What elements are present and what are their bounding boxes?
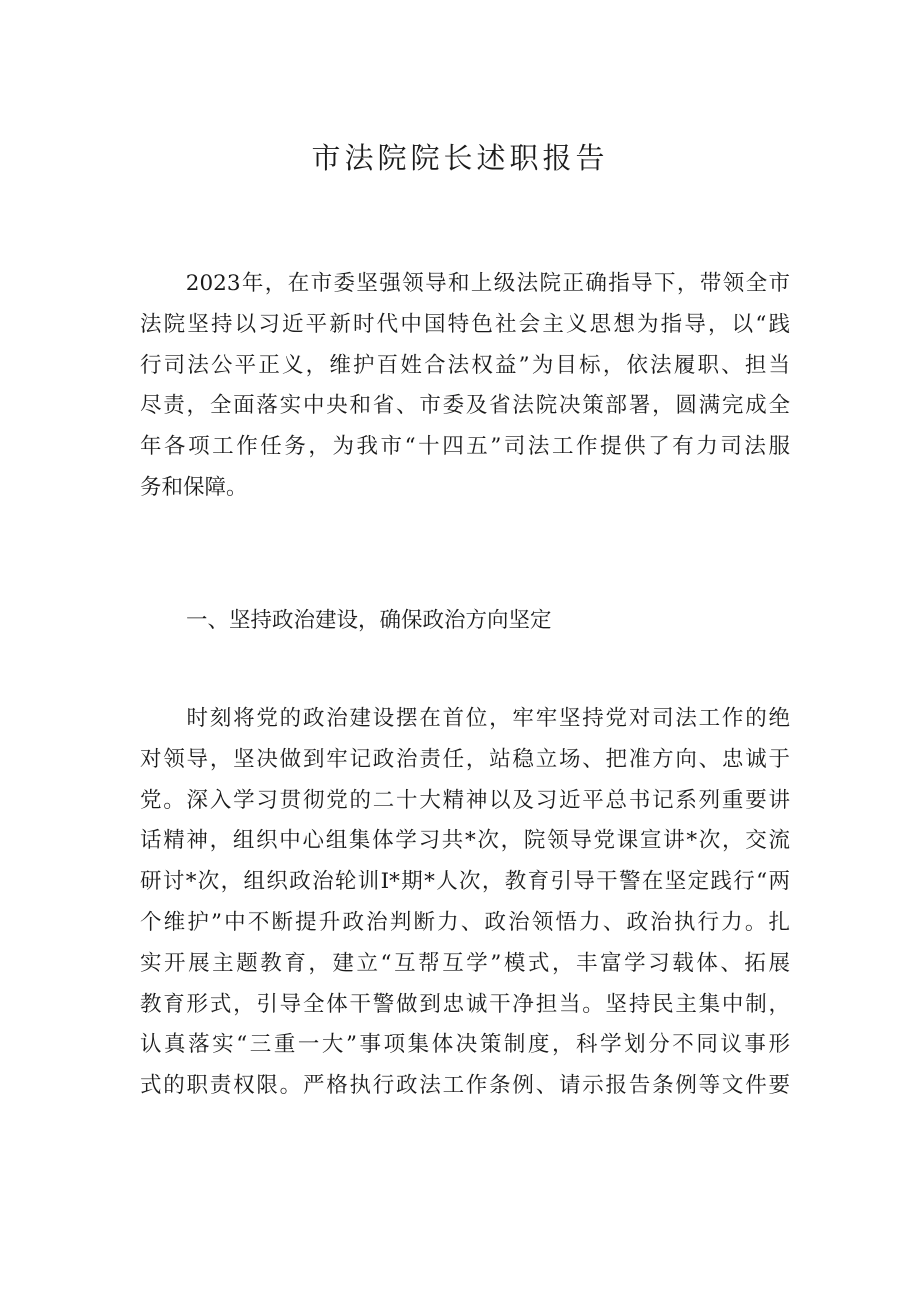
section-line: 对领导，坚决做到牢记政治责任，站稳立场、把准方向、忠诚于: [140, 746, 790, 772]
section-line: 式的职责权限。严格执行政法工作条例、请示报告条例等文件要: [140, 1073, 790, 1099]
section-line: 党。深入学习贯彻党的二十大精神以及习近平总书记系列重要讲: [140, 787, 790, 813]
section-line: 实开展主题教育，建立“互帮互学”模式，丰富学习载体、拓展: [140, 950, 790, 976]
intro-paragraph: [140, 264, 790, 509]
section-heading: 一、坚持政治建设，确保政治方向坚定: [186, 608, 552, 633]
intro-line: 法院坚持以习近平新时代中国特色社会主义思想为指导，以“践: [140, 311, 790, 337]
document-title: 市法院院长述职报告: [311, 141, 609, 175]
section-line: 话精神，组织中心组集体学习共*次，院领导党课宣讲*次，交流: [140, 828, 790, 854]
section-line: 研讨*次，组织政治轮训I*期*人次，教育引导干警在坚定践行“两: [140, 869, 790, 895]
intro-line: 行司法公平正义，维护百姓合法权益”为目标，依法履职、担当: [140, 352, 790, 378]
intro-line: 务和保障。: [140, 474, 248, 500]
section-line: 时刻将党的政治建设摆在首位，牢牢坚持党对司法工作的绝: [140, 706, 790, 731]
section-line: 教育形式，引导全体干警做到忠诚干净担当。坚持民主集中制，: [140, 991, 790, 1017]
section-line: 认真落实“三重一大”事项集体决策制度，科学划分不同议事形: [140, 1032, 790, 1058]
intro-line: 年各项工作任务，为我市“十四五”司法工作提供了有力司法服: [140, 434, 790, 460]
section-line: 个维护”中不断提升政治判断力、政治领悟力、政治执行力。扎: [140, 909, 790, 935]
intro-line: 尽责，全面落实中央和省、市委及省法院决策部署，圆满完成全: [140, 393, 790, 419]
section-paragraph: [140, 699, 790, 1107]
intro-line: 2023年，在市委坚强领导和上级法院正确指导下，带领全市: [140, 271, 790, 296]
